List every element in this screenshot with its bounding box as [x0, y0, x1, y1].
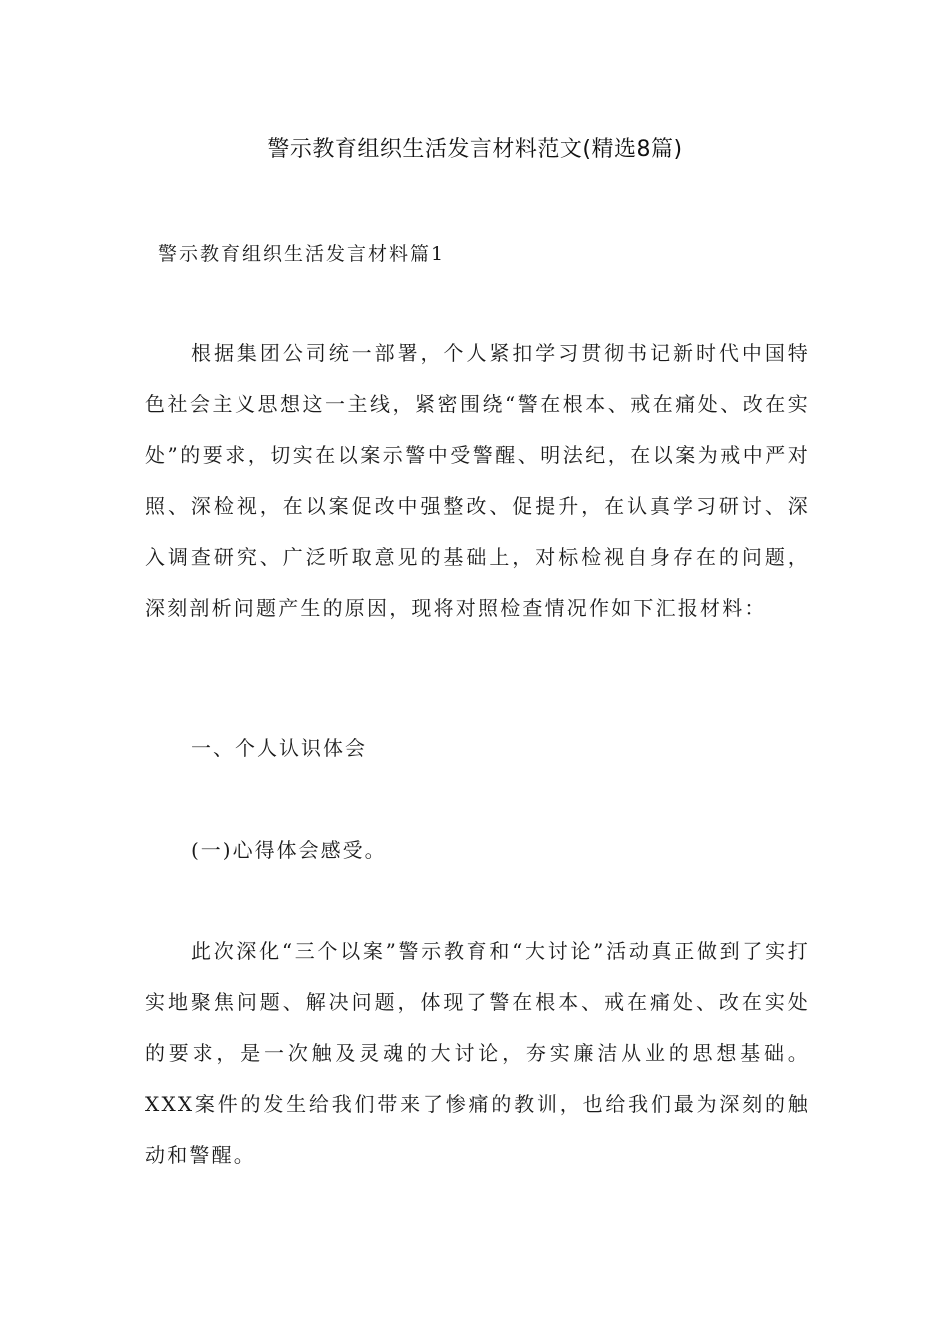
- subheading-personal-understanding: 一、个人认识体会: [191, 736, 367, 760]
- subheading-experience: (一)心得体会感受。: [191, 838, 387, 862]
- body-paragraph: 此次深化“三个以案”警示教育和“大讨论”活动真正做到了实打实地聚焦问题、解决问题，体现了警在根本、戒在痛处、改在实处的要求，是一次触及灵魂的大讨论，夯实廉洁从业的思想基础。XXX案件的发生给我们带来了惨痛的教训，也给我们最为深刻的触动和警醒。: [145, 939, 810, 1167]
- section-heading: 警示教育组织生活发言材料篇1: [158, 243, 446, 265]
- document-title: 警示教育组织生活发言材料范文(精选8篇): [267, 137, 683, 162]
- body-paragraph: 根据集团公司统一部署，个人紧扣学习贯彻书记新时代中国特色社会主义思想这一主线，紧密围绕“警在根本、戒在痛处、改在实处”的要求，切实在以案示警中受警醒、明法纪，在以案为戒中严对照、深检视，在以案促改中强整改、促提升，在认真学习研讨、深入调查研究、广泛听取意见的基础上，对标检视自身存在的问题，深刻剖析问题产生的原因，现将对照检查情况作如下汇报材料：: [145, 341, 810, 620]
